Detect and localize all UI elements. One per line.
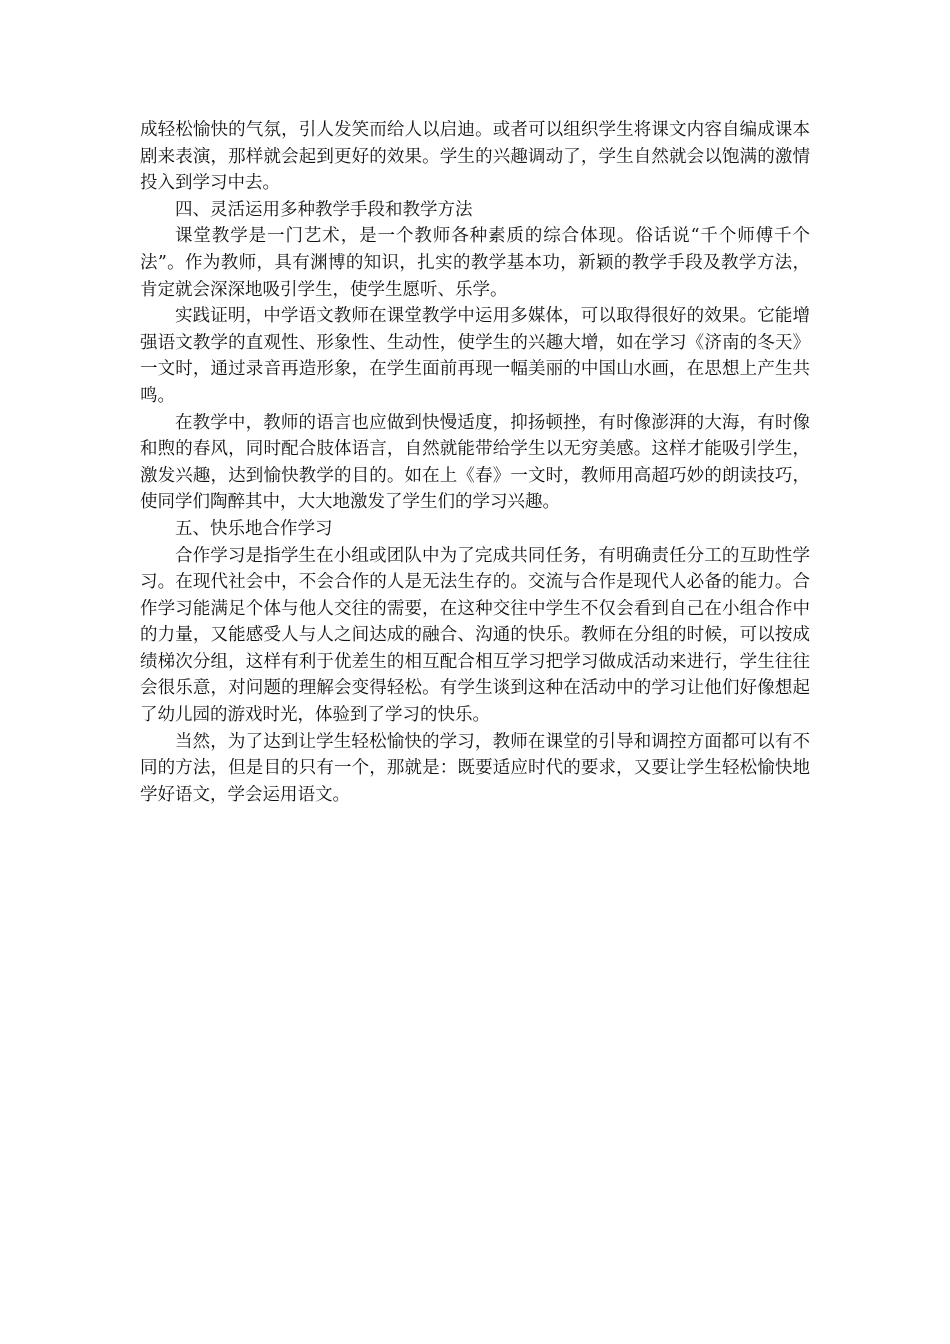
section-heading-4: 四、灵活运用多种教学手段和教学方法	[175, 199, 473, 220]
paragraph: 在教学中，教师的语言也应做到快慢适度，抑扬顿挫，有时像澎湃的大海，有时像和煦的春风，同时配合肢体语言，自然就能带给学生以无穷美感。这样才能吸引学生，激发兴趣，达到愉快教学的目的。如在上《春》一文时，教师用高超巧妙的朗读技巧，使同学们陶醉其中，大大地激发了学生们的学习兴趣。	[140, 412, 810, 513]
paragraph: 实践证明，中学语文教师在课堂教学中运用多媒体，可以取得很好的效果。它能增强语文教学的直观性、形象性、生动性，使学生的兴趣大增，如在学习《济南的冬天》一文时，通过录音再造形象，在学生面前再现一幅美丽的中国山水画，在思想上产生共鸣。	[140, 306, 810, 406]
section-heading-5: 五、快乐地合作学习	[175, 518, 333, 539]
document-body	[140, 117, 810, 808]
paragraph-continuation: 成轻松愉快的气氛，引人发笑而给人以启迪。或者可以组织学生将课文内容自编成课本剧来表演，那样就会起到更好的效果。学生的兴趣调动了，学生自然就会以饱满的激情投入到学习中去。	[140, 120, 810, 194]
paragraph: 合作学习是指学生在小组或团队中为了完成共同任务，有明确责任分工的互助性学习。在现代社会中，不会合作的人是无法生存的。交流与合作是现代人必备的能力。合作学习能满足个体与他人交往的需要，在这种交往中学生不仅会看到自己在小组合作中的力量，又能感受人与人之间达成的融合、沟通的快乐。教师在分组的时候，可以按成绩梯次分组，这样有利于优差生的相互配合相互学习把学习做成活动来进行，学生往往会很乐意，对问题的理解会变得轻松。有学生谈到这种在活动中的学习让他们好像想起了幼儿园的游戏时光，体验到了学习的快乐。	[140, 545, 810, 726]
paragraph: 当然，为了达到让学生轻松愉快的学习，教师在课堂的引导和调控方面都可以有不同的方法，但是目的只有一个，那就是：既要适应时代的要求，又要让学生轻松愉快地学好语文，学会运用语文。	[140, 731, 810, 805]
paragraph: 课堂教学是一门艺术，是一个教师各种素质的综合体现。俗话说“千个师傅千个法”。作为教师，具有渊博的知识，扎实的教学基本功，新颖的教学手段及教学方法，肯定就会深深地吸引学生，使学生愿听、乐学。	[140, 226, 810, 300]
